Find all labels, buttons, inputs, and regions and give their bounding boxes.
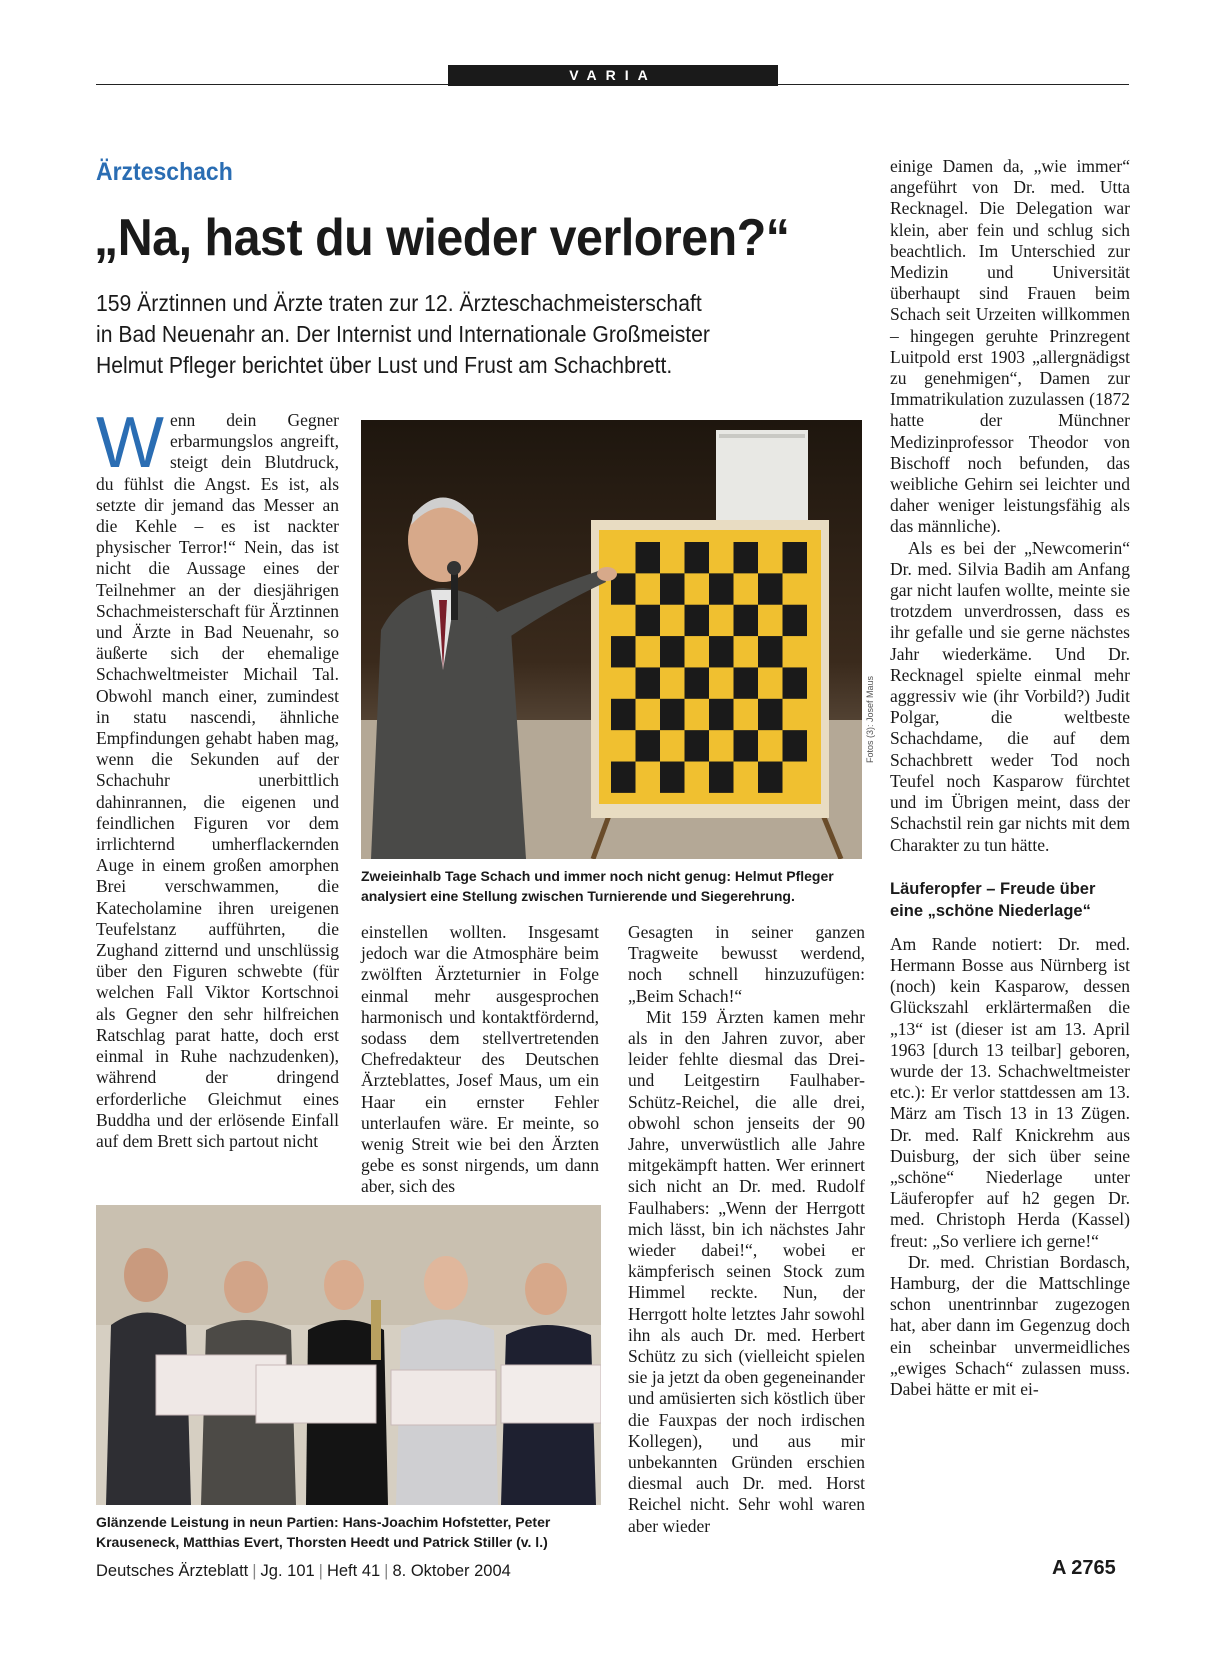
board-square [660, 573, 685, 604]
photo-chess-analysis [361, 420, 862, 859]
board-square [636, 542, 661, 573]
column-4 [890, 156, 1130, 1400]
col4-paragraph-3: Am Rande notiert: Dr. med. Hermann Bosse aus Nürnberg ist (noch) kein Kasparow, dessen Glückszahl erklärtermaßen die „13“ ist (dieser ist am 13. April 1963 [durch 13 teilbar] geboren, wurde der 13. Schachweltmeister etc.): Er verlor stattdessen am 13. März am Tisch 13 in 13 Zügen. Dr. med. Ralf Knickrehm aus Duisburg, der sich über seine „schöne“ Niederlage unter Läuferopfer auf h2 gegen Dr. med. Christoph Herda (Kassel) freut: „So verliere ich gerne!“ [890, 933, 1130, 1251]
board-square [783, 542, 808, 573]
board-square [636, 667, 661, 698]
footer-journal: Deutsches Ärzteblatt [96, 1562, 249, 1580]
board-square [660, 636, 685, 667]
board-square [709, 762, 734, 793]
col4-paragraph-1: einige Damen da, „wie immer“ angeführt von Dr. med. Utta Recknagel. Die Delegation war klein, aber fein und schlug sich beachtlich. Im Unterschied zur Medizin und Universität überhaupt sind Frauen beim Schach seit Urzeiten willkommen – hingegen geruhte Prinzregent Luitpold erst 1903 „allergnädigst zu genehmigen“, Damen zur Immatrikulation zuzulassen (1872 hatte der Münchner Medizinprofessor Theodor von Bischoff noch befunden, das weibliche Gehirn sei leichter und daher weniger leistungsfähig als das männliche). [890, 156, 1130, 537]
col4-subhead: Läuferopfer – Freude über eine „schöne Niederlage“ [890, 879, 1096, 920]
drop-cap: W [96, 403, 164, 483]
page-number: A 2765 [1052, 1557, 1116, 1579]
board-square [734, 667, 759, 698]
board-square [611, 636, 636, 667]
article-headline: „Na, hast du wieder verloren?“ [94, 209, 790, 267]
article-lead: 159 Ärztinnen und Ärzte traten zur 12. Ärzteschachmeisterschaft in Bad Neuenahr an. Der Internist und Internationale Großmeister Helmut Pfleger berichtet über Lust und Frust am Schachbrett. [96, 290, 710, 378]
board-square [783, 605, 808, 636]
footer-volume: Jg. 101 [260, 1562, 315, 1580]
section-label: VARIA [448, 65, 778, 86]
column-3 [628, 922, 865, 1537]
col3-paragraph-1: Gesagten in seiner ganzen Tragweite bewusst werdend, noch schnell hinzuzufügen: „Beim Schach!“ [628, 922, 865, 1006]
board-square [660, 762, 685, 793]
board-square [734, 730, 759, 761]
footer-date: 8. Oktober 2004 [392, 1562, 511, 1580]
board-square [660, 699, 685, 730]
article-kicker: Ärzteschach [96, 158, 233, 186]
board-square [709, 636, 734, 667]
board-square [611, 762, 636, 793]
col1-paragraph: enn dein Gegner erbarmungslos angreift, steigt dein Blutdruck, du fühlst die Angst. Es ist, als setzte dir jemand das Messer an die Kehle – es ist nackter physischer Terror!“ Nein, das ist nicht die Aussage eines der Teilnehmer an der diesjährigen Schachmeisterschaft für Ärztinnen und Ärzte in Bad Neuenahr, so äußerte sich der ehemalige Schachweltmeister Michail Tal. Obwohl manch einer, zumindest in statu nascendi, ähnliche Empfindungen gehabt haben mag, wenn die Sekunden auf der Schachuhr unerbittlich dahinrannen, die eigenen und feindlichen Figuren vor dem irrlichternd umherflackernden Auge in einem großen amorphen Brei verschwammen, die Katecholamine ihren ureigenen Teufelstanz aufführten, die Zughand zitternd und unschlüssig über den Figuren schwebte (für welchen Fall Viktor Kortschnoi als Gegner den sehr hilfreichen Ratschlag parat hatte, doch erst einmal in Ruhe nachzudenken), während der dringend erforderliche Gleichmut eines Buddha und der erlösende Einfall auf dem Brett sich partout nicht [96, 410, 339, 1151]
col3-paragraph-2: Mit 159 Ärzten kamen mehr als in den Jahren zuvor, aber leider fehlte diesmal das Drei- und Leitgestirn Faulhaber-Schütz-Reichel, die alle drei, obwohl schon jenseits der 90 Jahre, unverwüstlich alle Jahre mitgekämpft hatten. Wer erinnert sich nicht an Dr. med. Rudolf Faulhabers: „Wenn der Herrgott mich lässt, bin ich nächstes Jahr wieder dabei!“, wobei er kämpferisch seinen Stock zum Himmel reckte. Nun, der Herrgott holte letztes Jahr sowohl ihn als auch Dr. med. Herbert Schütz zu sich (vielleicht spielen sie ja jetzt da oben gegeneinander und amüsierten sich köstlich über die Fauxpas der noch irdischen Kollegen), und aus mir unbekannten Gründen erschien diesmal auch Dr. med. Horst Reichel nicht. Sehr wohl waren aber wieder [628, 1006, 865, 1536]
footer-issue: Heft 41 [326, 1562, 381, 1580]
col4-paragraph-4: Dr. med. Christian Bordasch, Hamburg, der die Mattschlinge schon unentrinnbar zugezogen hat, aber dann im Gegenzug doch ein scheinbar unvermeidliches „ewiges Schach“ zulassen muss. Dabei hätte er mit ei- [890, 1251, 1130, 1399]
board-square [758, 573, 783, 604]
photo1-caption: Zweieinhalb Tage Schach und immer noch nicht genug: Helmut Pfleger analysiert eine Stellung zwischen Turnierende und Siegerehrung. [361, 868, 834, 904]
column-2 [361, 922, 599, 1198]
winners-photo-illustration [96, 1205, 601, 1505]
board-square [685, 605, 710, 636]
board-square [611, 699, 636, 730]
footer-citation: Deutsches Ärzteblatt | Jg. 101 | Heft 41 | 8. Oktober 2004 [96, 1562, 511, 1580]
photo-credit: Fotos (3): Josef Maus [865, 675, 875, 763]
col4-paragraph-2: Als es bei der „Newcomerin“ Dr. med. Silvia Badih am Anfang gar nicht laufen wollte, meinte sie trotzdem unverdrossen, dass es ihr gefalle und sie gerne nächstes Jahr wiederkäme. Und Dr. Recknagel spielte einmal mehr aggressiv wie (ihr Vorbild?) Judit Polgar, die weltbeste Schachdame, die auf dem Schachbrett weder Tod noch Teufel noch Kasparow fürchtet und im Übrigen meint, dass der Schachstil rein gar nichts mit dem Charakter zu tun hätte. [890, 537, 1130, 855]
board-square [734, 605, 759, 636]
board-square [734, 542, 759, 573]
board-square [783, 730, 808, 761]
photo2-caption: Glänzende Leistung in neun Partien: Hans-Joachim Hofstetter, Peter Krauseneck, Matthias Evert, Thorsten Heedt und Patrick Stiller (v. l.) [96, 1514, 551, 1550]
board-square [783, 667, 808, 698]
board-square [709, 573, 734, 604]
photo-winners [96, 1205, 601, 1505]
board-square [758, 636, 783, 667]
board-square [685, 542, 710, 573]
board-square [758, 762, 783, 793]
col2-paragraph: einstellen wollten. Insgesamt jedoch war die Atmosphäre beim zwölften Ärzteturnier in Folge einmal mehr ausgesprochen harmonisch und kontaktfördernd, sodass dem stellvertretenden Chefredakteur des Deutschen Ärzteblattes, Josef Maus, um ein Haar ein ernster Fehler unterlaufen wäre. Er meinte, so wenig Streit wie bei den Ärzten gebe es sonst nirgends, um dann aber, sich des [361, 922, 599, 1197]
board-square [685, 667, 710, 698]
board-square [709, 699, 734, 730]
chess-photo-illustration [361, 420, 862, 859]
board-square [636, 730, 661, 761]
board-square [758, 699, 783, 730]
board-square [636, 605, 661, 636]
column-1 [96, 403, 339, 1152]
board-square [685, 730, 710, 761]
